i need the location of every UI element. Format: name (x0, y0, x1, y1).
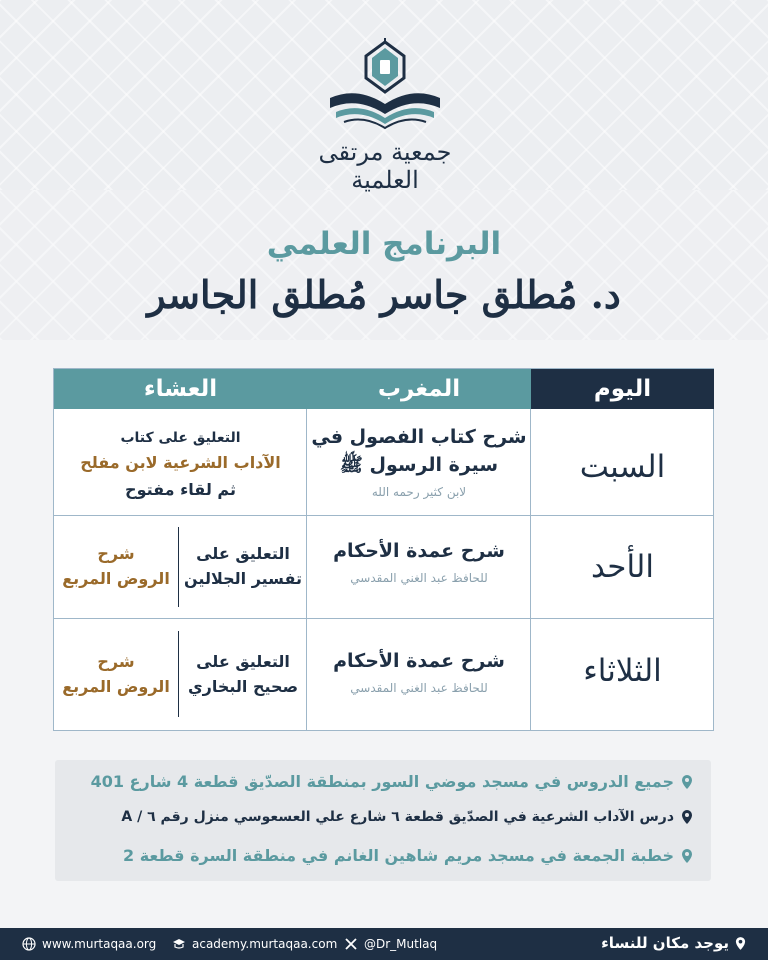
isha-sunday-left (54, 541, 178, 591)
lesson-title: شرح عمدة الأحكام (333, 540, 505, 562)
isha-divider (178, 631, 179, 717)
day-saturday: السبت (579, 449, 666, 485)
maghrib-saturday (307, 423, 531, 499)
note-item (123, 846, 693, 865)
maghrib-tuesday (307, 647, 531, 695)
note-text: خطبة الجمعة في مسجد مريم شاهين الغانم في منطقة السرة قطعة 2 (122, 846, 674, 865)
row-divider (54, 515, 713, 516)
program-title: البرنامج العلمي (266, 226, 502, 262)
lesson-book: الروض المربع (62, 677, 170, 696)
day-sunday: الأحد (591, 549, 654, 585)
lesson-book: صحيح البخاري (187, 677, 299, 696)
isha-saturday (54, 427, 307, 503)
women-place-text: يوجد مكان للنساء (601, 934, 729, 952)
isha-tuesday-right (180, 649, 306, 699)
location-pin-icon (735, 937, 746, 950)
x-twitter-icon (344, 937, 358, 951)
lesson-title: شرح كتاب الفصول في (311, 426, 527, 448)
book-lamp-icon (322, 38, 448, 134)
note-item (121, 809, 693, 825)
note-text: جميع الدروس في مسجد موضي السور بمنطقة الصدّيق قطعة 4 شارع 401 (90, 772, 674, 791)
footer-academy[interactable] (172, 937, 337, 951)
location-pin-icon (681, 810, 693, 824)
header-maghrib: المغرب (307, 369, 531, 409)
location-notes (55, 760, 711, 881)
twitter-handle[interactable]: @Dr_Mutlaq (364, 937, 438, 951)
note-item (91, 772, 693, 791)
lesson-author: للحافظ عبد الغني المقدسي (350, 571, 488, 585)
day-tuesday: الثلاثاء (583, 653, 662, 689)
row-divider (54, 618, 713, 619)
logo-text: جمعية مرتقى العلمية (318, 138, 452, 194)
globe-icon (22, 937, 36, 951)
location-pin-icon (681, 849, 693, 863)
location-pin-icon (681, 775, 693, 789)
lesson-title: التعليق على كتاب (120, 430, 241, 446)
logo (290, 38, 480, 194)
lesson-title: التعليق على (196, 652, 290, 671)
title-band-pattern (0, 190, 768, 340)
footer (0, 928, 768, 960)
lesson-title: شرح عمدة الأحكام (333, 650, 505, 672)
isha-sunday-right (180, 541, 306, 591)
academy-icon (172, 937, 186, 951)
schedule-table (53, 368, 714, 731)
lesson-title: سيرة الرسول ﷺ (339, 454, 499, 476)
lesson-book: تفسير الجلالين (184, 569, 302, 588)
lesson-title: شرح (97, 544, 135, 563)
lesson-author: للحافظ عبد الغني المقدسي (350, 681, 488, 695)
note-text: درس الآداب الشرعية في الصدّيق قطعة ٦ شارع علي العسعوسي منزل رقم ٦ / A (121, 809, 674, 825)
lecturer-name: د. مُطلق جاسر مُطلق الجاسر (147, 272, 621, 317)
footer-women-note (601, 934, 746, 952)
lesson-author: لابن كثير رحمه الله (371, 485, 467, 499)
academy-link[interactable]: academy.murtaqaa.com (192, 937, 338, 951)
lesson-title: شرح (97, 652, 135, 671)
isha-tuesday-left (54, 649, 178, 699)
maghrib-sunday (307, 537, 531, 585)
footer-twitter[interactable] (344, 937, 437, 951)
lesson-book: الآداب الشرعية لابن مفلح (80, 453, 281, 472)
lesson-note: ثم لقاء مفتوح (125, 480, 236, 499)
isha-divider (178, 527, 179, 607)
footer-website[interactable] (22, 937, 156, 951)
lesson-title: التعليق على (196, 544, 290, 563)
website-link[interactable]: www.murtaqaa.org (42, 937, 157, 951)
header-isha: العشاء (54, 369, 307, 409)
lesson-book: الروض المربع (62, 569, 170, 588)
header-day: اليوم (531, 369, 714, 409)
